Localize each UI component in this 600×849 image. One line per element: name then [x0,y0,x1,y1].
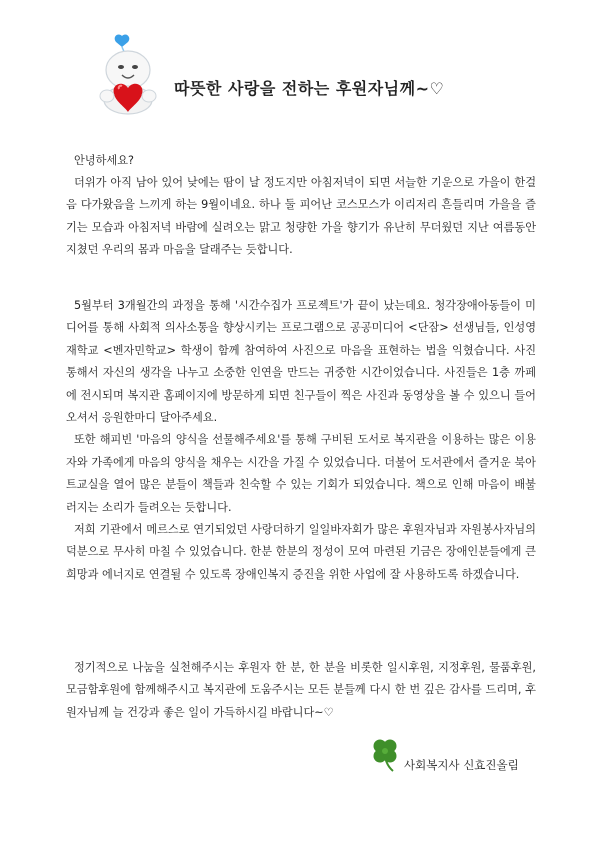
greeting-text: 안녕하세요? [74,154,134,167]
paragraph-news [66,295,536,586]
news-project: 5월부터 3개월간의 과정을 통해 '시간수집가 프로젝트'가 끝이 났는데요. 청각장애아동들이 미디어를 통해 사회적 의사소통을 향상시키는 프로그램으로 공공미디어 <단잠> 선생님들, 인성영재학교 <벤자민학교> 학생이 함께 참여하여 사진으로 마음을 표현하는 법을 익혔습니다. 사진 통해서 자신의 생각을 나누고 소중한 인연을 만드는 귀중한 시간이었습니다. 사진들은 1층 까페에 전시되며 복지관 홈페이지에 방문하게 되면 친구들이 찍은 사진과 동영상을 볼 수 있으니 들어오셔서 응원한마디 달아주세요. [66,299,536,425]
paragraph-seasonal [66,172,536,262]
news-bazaar: 저희 기관에서 메르스로 연기되었던 사랑더하기 일일바자회가 많은 후원자님과 자원봉사자님의 덕분으로 무사히 마칠 수 있었습니다. 한분 한분의 정성이 모여 마련된 기금은 장애인분들에게 큰 희망과 에너지로 연결될 수 있도록 장애인복지 증진을 위한 사업에 잘 사용하도록 하겠습니다. [66,523,536,581]
greeting [66,150,536,172]
news-books: 또한 해피빈 '마음의 양식을 선물해주세요'를 통해 구비된 도서로 복지관을 이용하는 많은 이용자와 가족에게 마음의 양식을 채우는 시간을 가질 수 있었습니다. 더불어 도서관에서 즐거운 북아트교실을 열어 많은 분들이 책들과 친숙할 수 있는 기회가 되었습니다. 책으로 인해 마음이 배불러지는 소리가 들려오는 듯합니다. [66,433,536,514]
signature-text: 사회복지사 신효진올림 [404,758,519,772]
page-title: 따뜻한 사랑을 전하는 후원자님께~♡ [174,79,445,98]
signature [368,737,538,777]
four-leaf-clover-icon [368,737,402,773]
paragraph-thanks [66,657,536,724]
mascot-with-heart-icon [92,34,164,116]
paragraph-thanks-text: 정기적으로 나눔을 실천해주시는 후원자 한 분, 한 분을 비롯한 일시후원, 지정후원, 물품후원, 모금함후원에 함께해주시고 복지관에 도움주시는 모든 분들께 다시 한 번 깊은 감사를 드리며, 후원자님께 늘 건강과 좋은 일이 가득하시길 바랍니다~♡ [66,661,536,719]
paragraph-seasonal-text: 더위가 아직 남아 있어 낮에는 땀이 날 정도지만 아침저녁이 되면 서늘한 기운으로 가을이 한걸음 다가왔음을 느끼게 하는 9월이네요. 하나 둘 피어난 코스모스가 이리저리 흔들리며 가을을 즐기는 모습과 아침저녁 바람에 실려오는 맑고 청량한 가을 향기가 유난히 무더웠던 지난 여름동안 지쳤던 우리의 몸과 마음을 달래주는 듯합니다. [66,176,536,257]
